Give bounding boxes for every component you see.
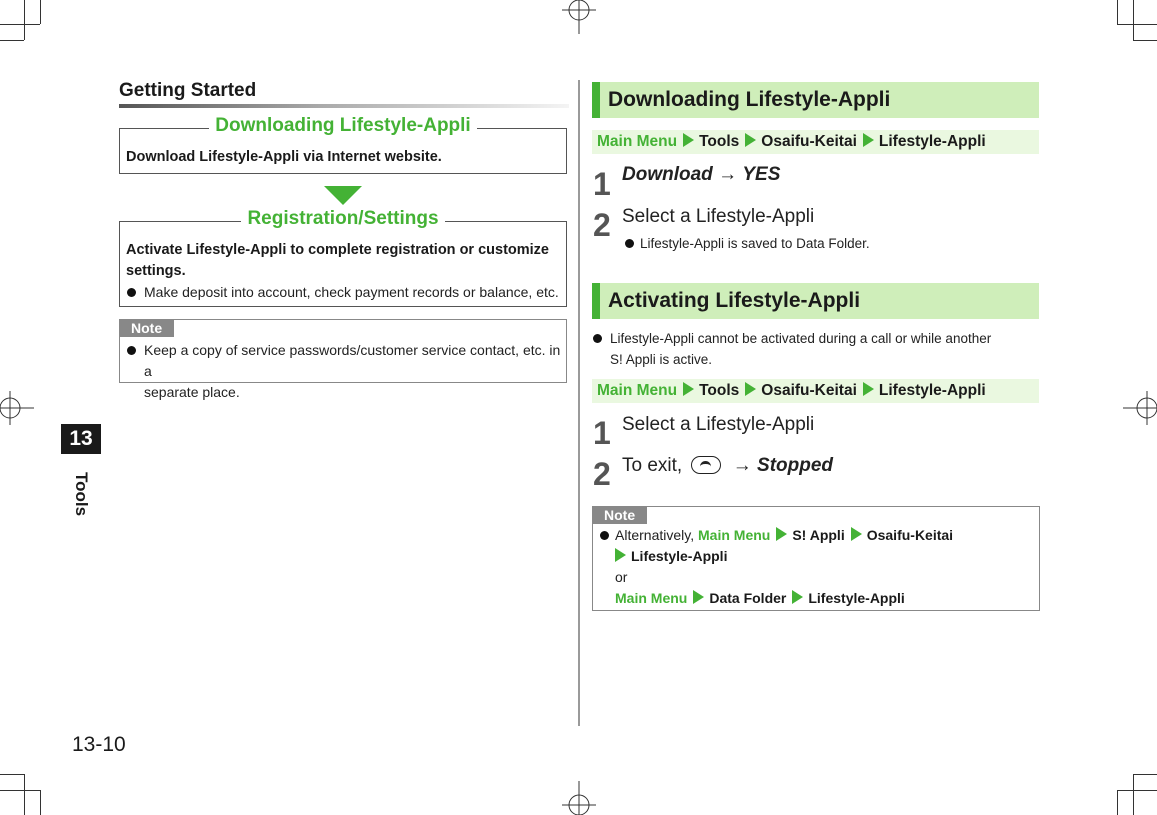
path-main-menu: Main Menu — [597, 133, 678, 150]
right-note-path2 — [615, 588, 1039, 609]
crop-mark — [0, 774, 24, 775]
right-note-or: or — [615, 569, 628, 585]
registration-box-title: Registration/Settings — [241, 208, 444, 229]
path-data-folder: Data Folder — [709, 590, 787, 606]
crop-mark — [1117, 790, 1157, 791]
download-step-2-bullet-text: Lifestyle-Appli is saved to Data Folder. — [640, 236, 870, 251]
crop-mark — [0, 790, 40, 791]
download-box — [119, 115, 567, 174]
right-note-path1-a — [615, 525, 1039, 546]
activate-step-2-option: Stopped — [757, 455, 834, 476]
note-tag: Note — [119, 319, 174, 337]
crop-mark — [24, 0, 25, 40]
activate-step-2-number: 2 — [593, 456, 611, 492]
path-s-appli: S! Appli — [792, 527, 845, 543]
column-divider — [578, 80, 580, 726]
registration-box-text: Activate Lifestyle-Appli to complete registration or customize settings. — [126, 242, 549, 279]
chapter-label: Tools — [72, 471, 92, 517]
right-note-path1-b — [615, 546, 1039, 567]
path-tools: Tools — [699, 382, 740, 399]
chapter-label-wrap — [69, 464, 93, 524]
crop-mark — [1133, 40, 1157, 41]
activating-intro-line1: Lifestyle-Appli cannot be activated during a call or while another — [610, 331, 992, 346]
note-tag: Note — [592, 506, 647, 524]
path-arrow-icon — [745, 133, 756, 147]
downloading-heading-text: Downloading Lifestyle-Appli — [608, 88, 891, 111]
download-step-1-text — [622, 164, 780, 186]
crop-mark — [0, 40, 24, 41]
path-arrow-icon — [792, 590, 803, 604]
path-osaifu-keitai: Osaifu-Keitai — [761, 382, 857, 399]
crop-mark — [1117, 24, 1157, 25]
path-lifestyle-appli: Lifestyle-Appli — [878, 382, 986, 399]
path-arrow-icon — [693, 590, 704, 604]
path-lifestyle-appli: Lifestyle-Appli — [808, 590, 905, 606]
download-step-2-bullet — [625, 236, 870, 251]
path-osaifu-keitai: Osaifu-Keitai — [866, 527, 954, 543]
registration-box-title-wrap — [120, 208, 566, 230]
path-arrow-icon — [851, 527, 862, 541]
path-lifestyle-appli: Lifestyle-Appli — [631, 548, 728, 564]
alternatively-text: Alternatively, — [615, 527, 695, 543]
crop-mark — [1117, 0, 1118, 24]
path-osaifu-keitai: Osaifu-Keitai — [761, 133, 857, 150]
arrow-icon: → — [732, 455, 752, 476]
path-arrow-icon — [863, 382, 874, 396]
path-main-menu: Main Menu — [615, 590, 688, 606]
path-arrow-icon — [745, 382, 756, 396]
crop-mark — [40, 0, 41, 24]
download-box-title-wrap — [120, 115, 566, 137]
downloading-heading — [592, 82, 1039, 118]
crop-mark — [1133, 774, 1157, 775]
download-step-1-option: YES — [742, 164, 781, 185]
path-arrow-icon — [683, 133, 694, 147]
registration-mark-bottom — [562, 781, 596, 815]
path-tools: Tools — [699, 133, 740, 150]
path-lifestyle-appli: Lifestyle-Appli — [878, 133, 986, 150]
crop-mark — [1117, 790, 1118, 815]
registration-bullet: Make deposit into account, check payment records or balance, etc. — [120, 282, 566, 303]
activating-heading — [592, 283, 1039, 319]
crop-mark — [0, 24, 40, 25]
download-box-title: Downloading Lifestyle-Appli — [209, 115, 476, 136]
path-arrow-icon — [776, 527, 787, 541]
download-step-2-number: 2 — [593, 207, 611, 243]
title-underline — [119, 104, 569, 108]
activating-menu-path — [592, 379, 1039, 403]
registration-box — [119, 208, 567, 307]
activating-intro-line2: S! Appli is active. — [610, 352, 713, 367]
path-arrow-icon — [863, 133, 874, 147]
right-note-bullet — [593, 525, 1039, 609]
activate-step-2-text — [622, 455, 833, 477]
left-note-box — [119, 319, 567, 400]
activate-step-1-number: 1 — [593, 415, 611, 451]
path-arrow-icon — [615, 548, 626, 562]
crop-mark — [1133, 0, 1134, 40]
path-arrow-icon — [683, 382, 694, 396]
path-main-menu: Main Menu — [597, 382, 678, 399]
download-step-2-text: Select a Lifestyle-Appli — [622, 206, 815, 227]
activate-step-2-prefix: To exit, — [622, 455, 683, 476]
activating-intro — [586, 328, 1036, 370]
flow-arrow-down-icon — [324, 186, 362, 205]
page-number: 13-10 — [72, 733, 126, 756]
downloading-menu-path — [592, 130, 1039, 154]
registration-mark-left — [0, 391, 34, 425]
registration-mark-top — [562, 0, 596, 34]
activating-heading-text: Activating Lifestyle-Appli — [608, 289, 861, 312]
end-key-icon — [691, 456, 721, 474]
registration-mark-right — [1123, 391, 1157, 425]
left-note-bullet — [120, 340, 566, 403]
left-note-line2: separate place. — [144, 384, 240, 400]
download-step-1-action: Download — [622, 164, 713, 185]
left-note-line1: Keep a copy of service passwords/customer service contact, etc. in a — [144, 342, 561, 379]
download-step-1-number: 1 — [593, 166, 611, 202]
arrow-icon: → — [718, 164, 738, 185]
right-note-box — [592, 506, 1040, 611]
chapter-number: 13 — [61, 424, 101, 454]
chapter-tab — [61, 424, 101, 517]
crop-mark — [1133, 774, 1134, 815]
crop-mark — [24, 774, 25, 815]
getting-started-title: Getting Started — [119, 80, 257, 101]
download-box-text: Download Lifestyle-Appli via Internet website. — [126, 149, 442, 165]
path-main-menu: Main Menu — [698, 527, 771, 543]
activate-step-1-text: Select a Lifestyle-Appli — [622, 414, 815, 435]
crop-mark — [40, 790, 41, 815]
